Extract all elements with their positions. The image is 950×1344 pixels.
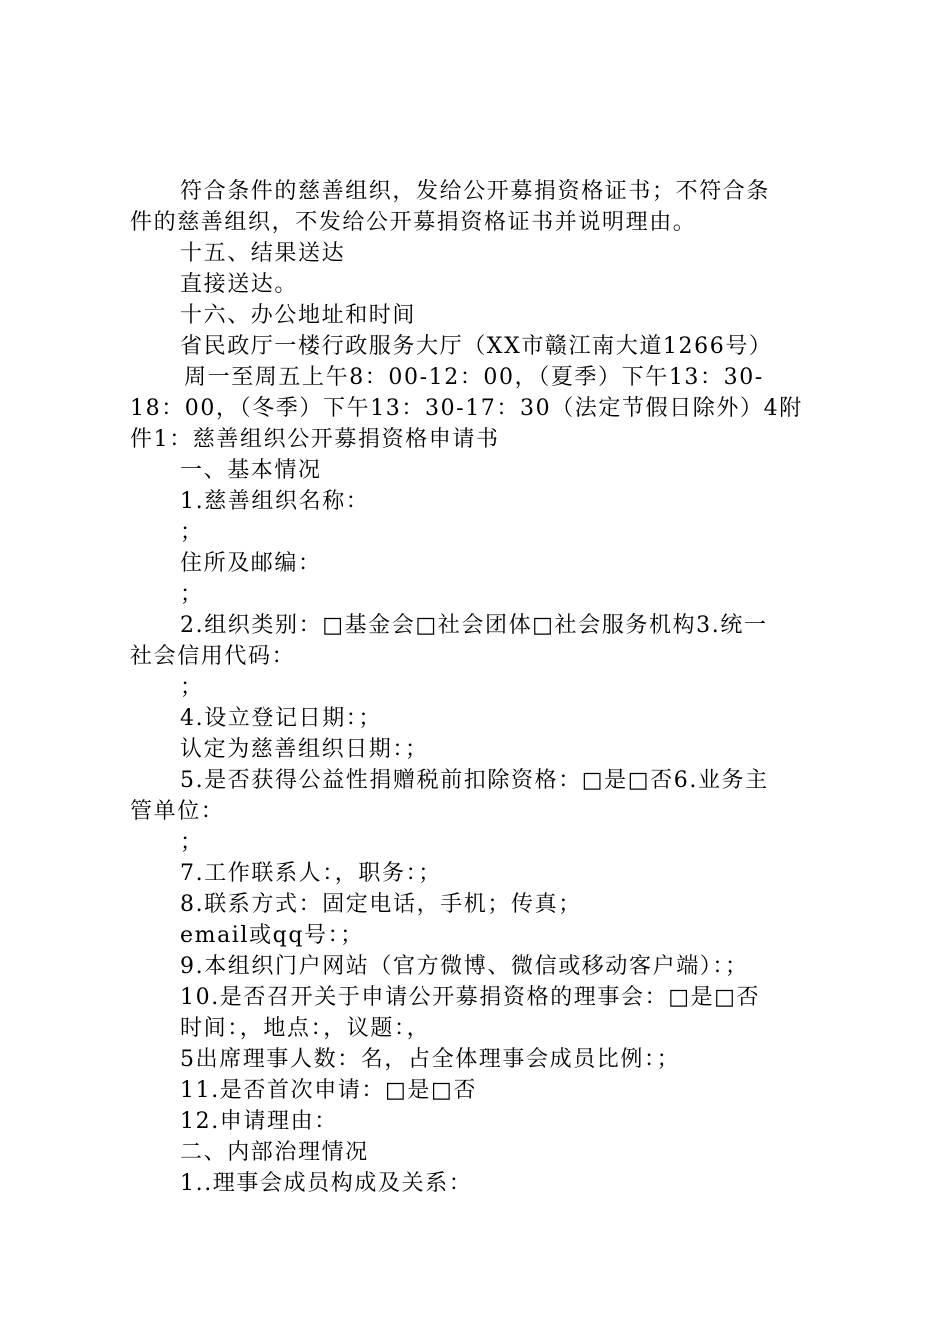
document-line: 1.慈善组织名称： <box>180 489 370 514</box>
document-line: email或qq号：； <box>180 923 364 948</box>
document-line: 5出席理事人数：名，占全体理事会成员比例：； <box>180 1047 681 1072</box>
document-line: 省民政厅一楼行政服务大厅（XX市赣江南大道1266号） <box>180 334 773 359</box>
document-line: ； <box>180 830 204 855</box>
document-line: 12.申请理由： <box>180 1109 338 1134</box>
document-line: ； <box>180 675 204 700</box>
document-line: 符合条件的慈善组织，发给公开募捐资格证书；不符合条 <box>180 179 771 204</box>
document-body <box>130 176 832 1199</box>
document-line: 二、内部治理情况 <box>180 1140 369 1165</box>
document-line: 十五、结果送达 <box>180 241 346 266</box>
document-line: 认定为慈善组织日期：； <box>180 737 429 762</box>
document-line: 直接送达。 <box>180 272 299 297</box>
document-line: 一、基本情况 <box>180 458 322 483</box>
document-line: 7.工作联系人：，职务：； <box>180 861 442 886</box>
document-line: 1..理事会成员构成及关系： <box>180 1171 473 1196</box>
document-line: 8.联系方式：固定电话，手机；传真； <box>180 892 582 917</box>
document-line: 件的慈善组织，不发给公开募捐资格证书并说明理由。 <box>130 210 697 235</box>
document-line: ； <box>180 520 204 545</box>
document-line: 十六、办公地址和时间 <box>180 303 417 328</box>
document-line: 10.是否召开关于申请公开募捐资格的理事会：□是□否 <box>180 985 761 1010</box>
document-line: 时间：，地点：，议题：， <box>180 1016 431 1041</box>
document-line: 18：00，（冬季）下午13：30-17：30（法定节假日除外）4附 <box>130 396 803 421</box>
document-line: 4.设立登记日期：； <box>180 706 382 731</box>
document-line: 住所及邮编： <box>180 551 322 576</box>
document-line: 件1：慈善组织公开募捐资格申请书 <box>130 427 500 452</box>
document-line: 社会信用代码： <box>130 644 296 669</box>
document-line: 11.是否首次申请：□是□否 <box>180 1078 477 1103</box>
document-line: 9.本组织门户网站（官方微博、微信或移动客户端）：； <box>180 954 749 979</box>
document-line: 2.组织类别：□基金会□社会团体□社会服务机构3.统一 <box>180 613 768 638</box>
document-line: 周一至周五上午8：00-12：00，（夏季）下午13：30- <box>184 365 764 390</box>
document-line: ； <box>180 582 204 607</box>
document-line: 5.是否获得公益性捐赠税前扣除资格：□是□否6.业务主 <box>180 768 769 793</box>
document-line: 管单位： <box>130 799 225 824</box>
